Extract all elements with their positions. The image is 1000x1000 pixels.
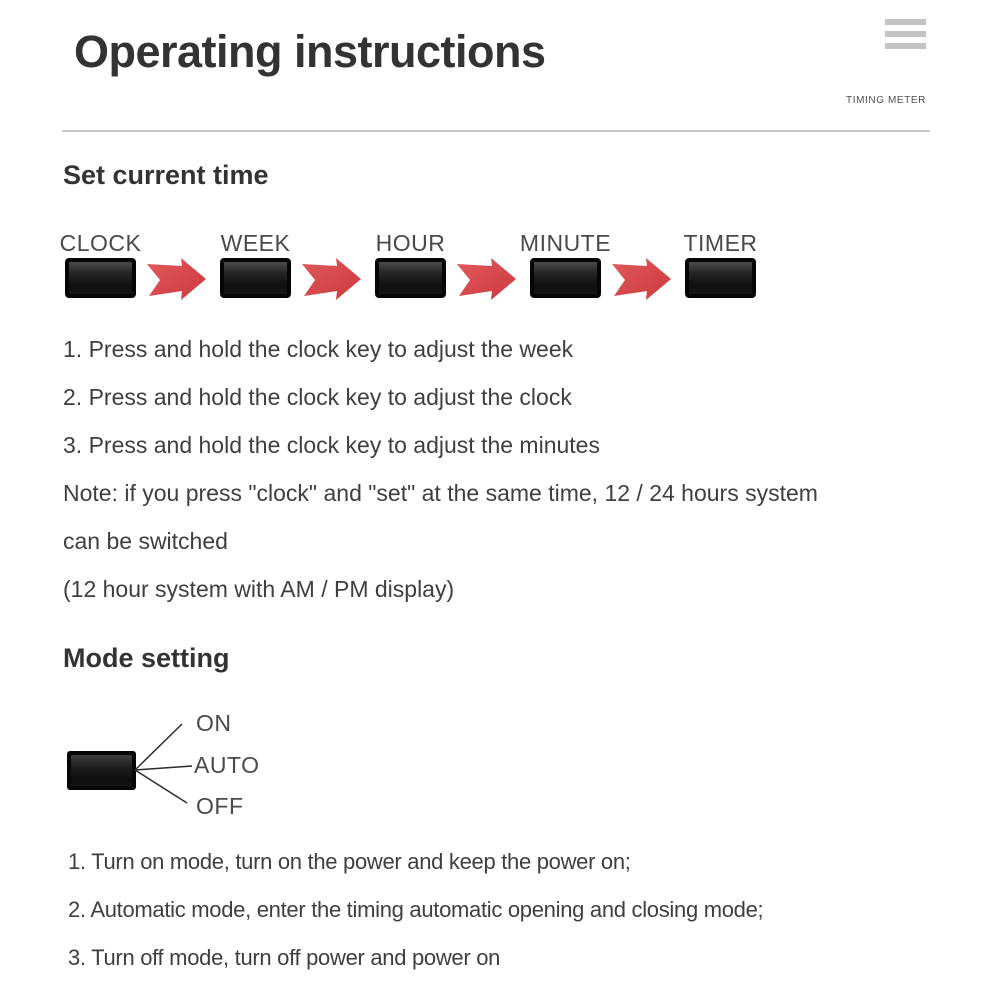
flow-label-minute: MINUTE bbox=[519, 230, 612, 256]
section-heading-mode: Mode setting bbox=[63, 643, 230, 673]
flow-label-timer: TIMER bbox=[683, 230, 758, 256]
menu-bar bbox=[885, 31, 926, 37]
mode-option-auto: AUTO bbox=[194, 752, 260, 778]
flow-label-hour: HOUR bbox=[375, 230, 446, 256]
minute-button-image bbox=[530, 258, 601, 298]
set-time-step-2: 2. Press and hold the clock key to adjust the clock bbox=[63, 384, 572, 410]
timer-button-image bbox=[685, 258, 756, 298]
flow-label-clock: CLOCK bbox=[59, 230, 142, 256]
section-heading-set-time: Set current time bbox=[63, 160, 269, 190]
red-arrow-icon bbox=[147, 258, 207, 300]
menu-bar bbox=[885, 19, 926, 25]
red-arrow-icon bbox=[457, 258, 517, 300]
mode-option-off: OFF bbox=[196, 793, 244, 819]
mode-option-on: ON bbox=[196, 710, 232, 736]
mode-button-image bbox=[67, 751, 136, 790]
header-divider bbox=[62, 130, 930, 132]
set-time-note-line-2: can be switched bbox=[63, 528, 228, 554]
flow-label-week: WEEK bbox=[220, 230, 291, 256]
hamburger-menu-icon[interactable] bbox=[885, 19, 926, 49]
red-arrow-icon bbox=[302, 258, 362, 300]
set-time-step-3: 3. Press and hold the clock key to adjust the minutes bbox=[63, 432, 600, 458]
hour-button-image bbox=[375, 258, 446, 298]
page-title: Operating instructions bbox=[74, 26, 546, 77]
set-time-step-1: 1. Press and hold the clock key to adjust the week bbox=[63, 336, 574, 362]
set-time-note-line-3: (12 hour system with AM / PM display) bbox=[63, 576, 455, 602]
mode-step-2: 2. Automatic mode, enter the timing automatic opening and closing mode; bbox=[68, 897, 764, 922]
mode-step-3: 3. Turn off mode, turn off power and power on bbox=[68, 945, 501, 970]
mode-step-1: 1. Turn on mode, turn on the power and keep the power on; bbox=[68, 849, 631, 874]
clock-button-image bbox=[65, 258, 136, 298]
brand-label: TIMING METER bbox=[846, 95, 926, 106]
red-arrow-icon bbox=[612, 258, 672, 300]
week-button-image bbox=[220, 258, 291, 298]
menu-bar bbox=[885, 43, 926, 49]
set-time-note-line-1: Note: if you press "clock" and "set" at the same time, 12 / 24 hours system bbox=[63, 480, 818, 506]
